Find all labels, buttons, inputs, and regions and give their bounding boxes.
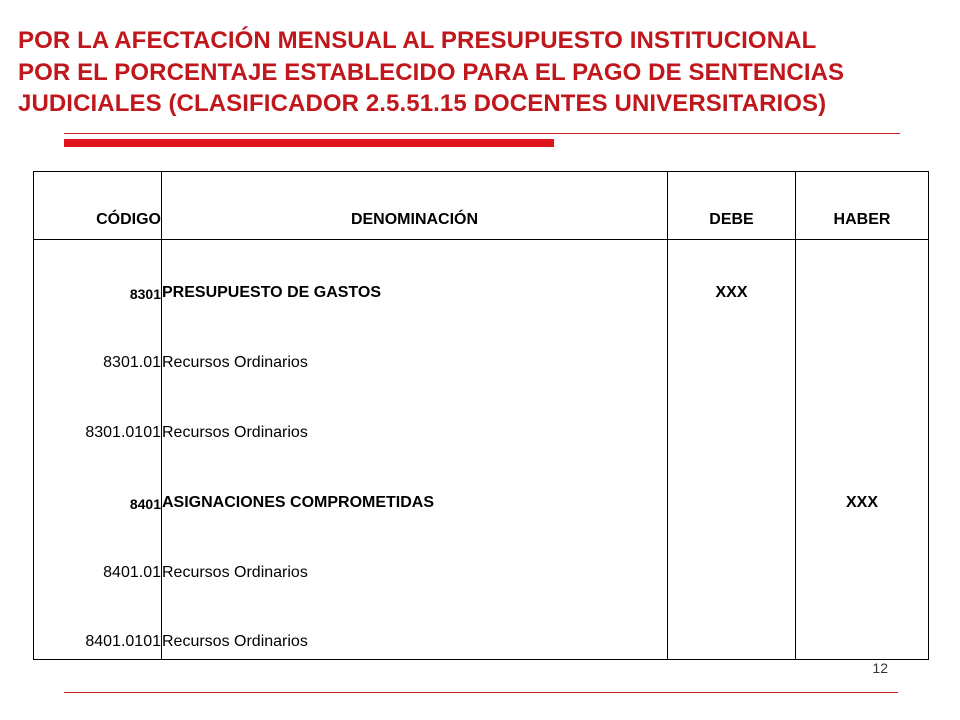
cell-name: ASIGNACIONES COMPROMETIDAS <box>162 450 668 520</box>
column-header-haber: HABER <box>796 172 929 240</box>
cell-name: Recursos Ordinarios <box>162 520 668 590</box>
cell-code: 8301.01 <box>34 310 162 380</box>
cell-haber <box>796 380 929 450</box>
page-number: 12 <box>872 660 888 676</box>
cell-name: Recursos Ordinarios <box>162 310 668 380</box>
cell-code: 8301 <box>34 240 162 310</box>
cell-code: 8401.01 <box>34 520 162 590</box>
cell-code: 8301.0101 <box>34 380 162 450</box>
table-header-row <box>34 172 929 240</box>
cell-debe: XXX <box>668 240 796 310</box>
cell-name: Recursos Ordinarios <box>162 380 668 450</box>
column-header-name: DENOMINACIÓN <box>162 172 668 240</box>
cell-code: 8401 <box>34 450 162 520</box>
column-header-debe: DEBE <box>668 172 796 240</box>
accounting-table <box>33 171 929 660</box>
table-row <box>34 310 929 380</box>
divider-accent-bar <box>64 139 554 147</box>
cell-name: Recursos Ordinarios <box>162 590 668 660</box>
cell-haber <box>796 520 929 590</box>
cell-haber <box>796 310 929 380</box>
table-row <box>34 520 929 590</box>
table-row <box>34 380 929 450</box>
divider-thin <box>64 133 900 134</box>
title-line: POR LA AFECTACIÓN MENSUAL AL PRESUPUESTO INSTITUCIONAL <box>18 27 817 54</box>
cell-name: PRESUPUESTO DE GASTOS <box>162 240 668 310</box>
divider-thin-bottom <box>64 692 898 693</box>
cell-debe <box>668 590 796 660</box>
cell-debe <box>668 450 796 520</box>
title-line: JUDICIALES (CLASIFICADOR 2.5.51.15 DOCENTES UNIVERSITARIOS) <box>18 90 827 117</box>
cell-code: 8401.0101 <box>34 590 162 660</box>
cell-debe <box>668 380 796 450</box>
cell-debe <box>668 310 796 380</box>
cell-haber <box>796 590 929 660</box>
table-row <box>34 590 929 660</box>
column-header-code: CÓDIGO <box>34 172 162 240</box>
table-row <box>34 240 929 310</box>
title-line: POR EL PORCENTAJE ESTABLECIDO PARA EL PAGO DE SENTENCIAS <box>18 58 845 86</box>
table-row <box>34 450 929 520</box>
cell-debe <box>668 520 796 590</box>
cell-haber <box>796 240 929 310</box>
slide-title <box>18 25 948 120</box>
cell-haber: XXX <box>796 450 929 520</box>
